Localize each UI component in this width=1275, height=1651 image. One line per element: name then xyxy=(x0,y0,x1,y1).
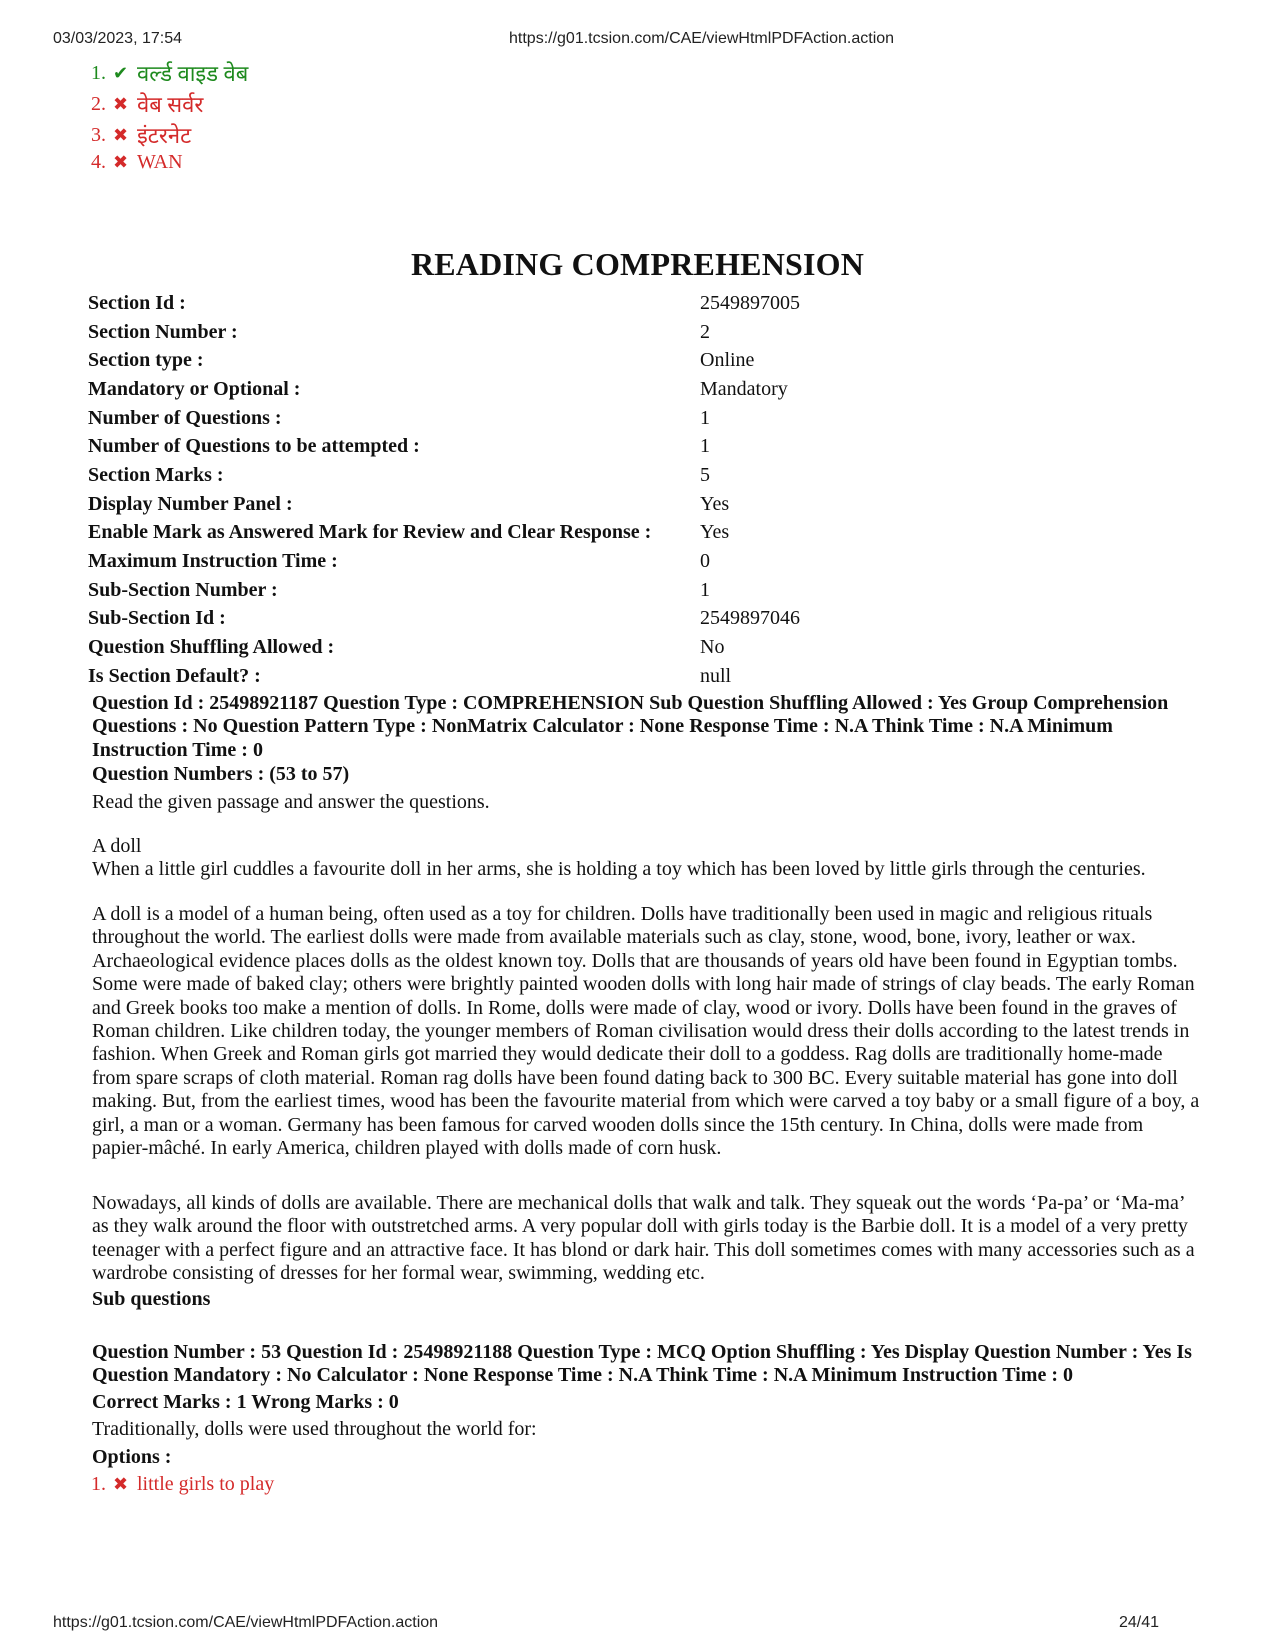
section-info-row: Sub-Section Id : 2549897046 xyxy=(88,607,800,630)
section-info-row: Mandatory or Optional : Mandatory xyxy=(88,377,788,400)
sub-questions-label: Sub questions xyxy=(92,1288,211,1310)
section-title: READING COMPREHENSION xyxy=(410,246,865,282)
check-icon: ✔ xyxy=(113,62,129,83)
section-info-row: Section Id : 2549897005 xyxy=(88,291,800,314)
prev-option-3: 3. ✖ इंटरनेट xyxy=(91,123,192,148)
question-text: Traditionally, dolls were used throughout the world for: xyxy=(92,1418,537,1440)
section-info-row: Number of Questions to be attempted : 1 xyxy=(88,435,710,458)
page-number: 24/41 xyxy=(1119,1614,1160,1631)
section-info-table xyxy=(88,289,1188,691)
prev-option-1: 1. ✔ वर्ल्ड वाइड वेब xyxy=(91,61,249,86)
print-url: https://g01.tcsion.com/CAE/viewHtmlPDFAction.action xyxy=(509,30,895,47)
section-info-row: Section Number : 2 xyxy=(88,320,710,343)
prev-option-4: 4. ✖ WAN xyxy=(91,151,183,173)
cross-icon: ✖ xyxy=(113,152,129,172)
section-info-row: Display Number Panel : Yes xyxy=(88,492,730,515)
question-meta: Question Number : 53 Question Id : 25498921188 Question Type : MCQ Option Shuffling : Yes Display Question Number : Yes Is Question Mandatory : No Calculator : None Response Time : N.A Think Time : N.A Minimum Instruction Time : 0 xyxy=(92,1341,1192,1387)
section-info-row: Number of Questions : 1 xyxy=(88,406,710,429)
section-info-row: Section Marks : 5 xyxy=(88,463,710,486)
passage-paragraph-1: A doll is a model of a human being, often used as a toy for children. Dolls have traditionally been used in magic and religious rituals throughout the world. The earliest dolls were made from available materials such as clay, stone, wood, bone, ivory, leather or wax. Archaeological evidence places dolls as the oldest known toy. Dolls that are thousands of years old have been found in Egyptian tombs. Some were made of baked clay; others were brightly painted wooden dolls with long hair made of strings of clay beads. The early Roman and Greek books too make a mention of dolls. In Rome, dolls were made of clay, wood or ivory. Dolls have been found in the graves of Roman children. Like children today, the younger members of Roman civilisation would dress their dolls according to the latest trends in fashion. When Greek and Roman girls got married they would dedicate their doll to a goddess. Rag dolls are traditionally home-made from spare scraps of cloth material. Roman rag dolls have been found dating back to 300 BC. Every suitable material has gone into doll making. But, from the earliest times, wood has been the favourite material from which were carved a toy baby or a small figure of a boy, a girl, a man or a woman. Germany has been famous for carved wooden dolls since the 15th century. In China, dolls were made from papier-mâché. In early America, children played with dolls made of corn husk. xyxy=(92,903,1200,1160)
section-info-row: Question Shuffling Allowed : No xyxy=(88,636,725,659)
footer-url: https://g01.tcsion.com/CAE/viewHtmlPDFAction.action xyxy=(53,1614,439,1631)
passage-title: A doll xyxy=(92,835,142,857)
print-datetime: 03/03/2023, 17:54 xyxy=(53,30,183,47)
comprehension-meta: Question Id : 25498921187 Question Type : COMPREHENSION Sub Question Shuffling Allowed : Yes Group Comprehension Questions : No Question Pattern Type : NonMatrix Calculator : None Response Time : N.A Think Time : N.A Minimum Instruction Time : 0 xyxy=(92,692,1169,761)
cross-icon: ✖ xyxy=(113,93,129,114)
question-option-1: 1. ✖ little girls to play xyxy=(91,1473,275,1495)
prev-option-2: 2. ✖ वेब सर्वर xyxy=(91,92,204,117)
cross-icon: ✖ xyxy=(113,124,129,145)
section-info-row: Sub-Section Number : 1 xyxy=(88,578,710,601)
section-info-row: Enable Mark as Answered Mark for Review and Clear Response : Yes xyxy=(88,521,730,544)
question-marks: Correct Marks : 1 Wrong Marks : 0 xyxy=(92,1391,399,1413)
options-label: Options : xyxy=(92,1446,172,1468)
question-numbers: Question Numbers : (53 to 57) xyxy=(92,763,350,785)
cross-icon: ✖ xyxy=(113,1474,129,1494)
section-info-row: Maximum Instruction Time : 0 xyxy=(88,550,710,573)
passage-paragraph-2: Nowadays, all kinds of dolls are available. There are mechanical dolls that walk and talk. They squeak out the words ‘Pa-pa’ or ‘Ma-ma’ as they walk around the floor with outstretched arms. A very popular doll with girls today is the Barbie doll. It is a model of a very pretty teenager with a perfect figure and an attractive face. It has blond or dark hair. This doll sometimes comes with many accessories such as a wardrobe consisting of dresses for her formal wear, swimming, wedding etc. xyxy=(92,1192,1195,1285)
instruction-text: Read the given passage and answer the questions. xyxy=(92,791,490,813)
section-info-row: Is Section Default? : null xyxy=(88,664,732,687)
passage-intro: When a little girl cuddles a favourite doll in her arms, she is holding a toy which has been loved by little girls through the centuries. xyxy=(92,858,1146,880)
section-info-row: Section type : Online xyxy=(88,349,755,372)
